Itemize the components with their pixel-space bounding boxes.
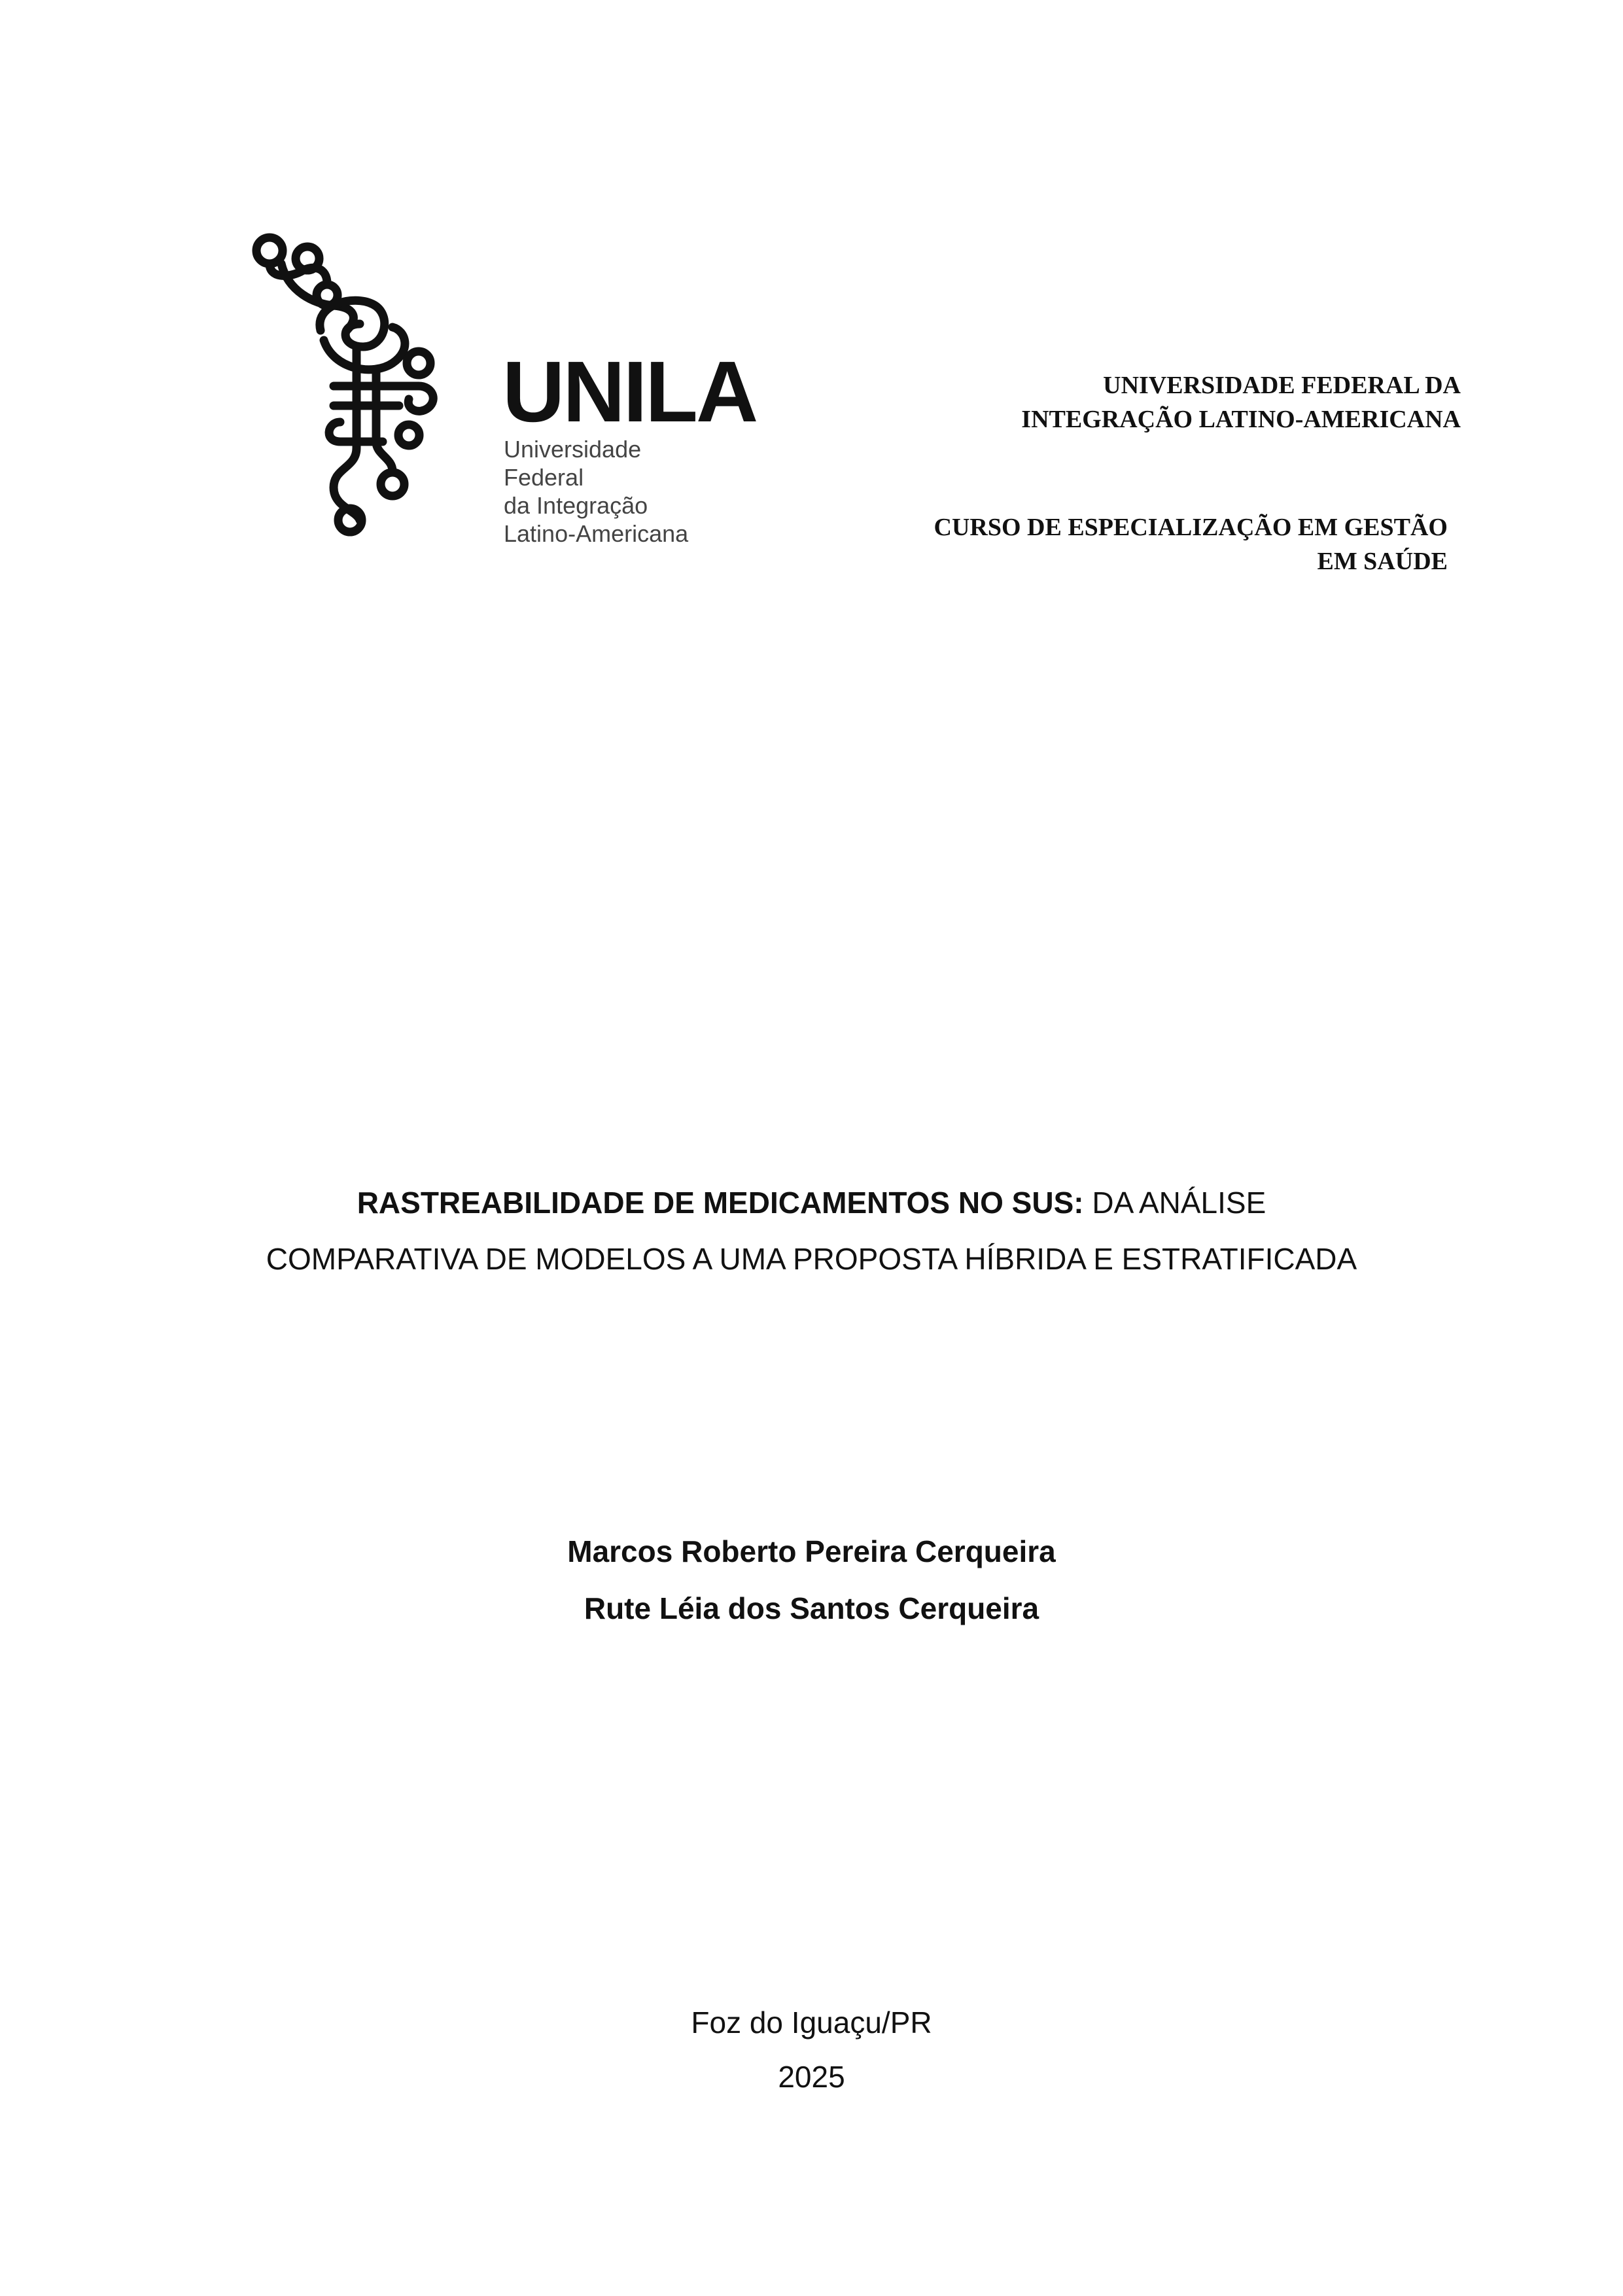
course-name-line: EM SAÚDE [1317, 548, 1448, 575]
logo-wordmark: UNILA [502, 344, 757, 440]
year: 2025 [778, 2060, 845, 2094]
title-rest-part: DA ANÁLISE [1083, 1186, 1266, 1220]
course-name-line: CURSO DE ESPECIALIZAÇÃO EM GESTÃO [934, 514, 1448, 541]
university-name-line: UNIVERSIDADE FEDERAL DA [1103, 372, 1461, 399]
logo-subtitle-line: Universidade Federal [504, 436, 642, 491]
university-name-line: INTEGRAÇÃO LATINO-AMERICANA [1021, 406, 1461, 433]
title-bold-part: RASTREABILIDADE DE MEDICAMENTOS NO SUS: [357, 1186, 1084, 1220]
document-title [0, 1174, 1623, 1287]
course-name [934, 510, 1448, 578]
author-name: Rute Léia dos Santos Cerqueira [584, 1591, 1039, 1625]
unila-emblem-icon [242, 232, 504, 540]
title-line-1 [0, 1174, 1623, 1231]
title-line-2: COMPARATIVA DE MODELOS A UMA PROPOSTA HÍBRIDA E ESTRATIFICADA [266, 1242, 1357, 1276]
university-name [1021, 368, 1461, 436]
unila-logo [242, 232, 757, 547]
place-and-date [0, 1996, 1623, 2104]
logo-subtitle [504, 435, 726, 548]
city: Foz do Iguaçu/PR [691, 2005, 932, 2040]
author-name: Marcos Roberto Pereira Cerqueira [567, 1534, 1056, 1568]
authors [0, 1523, 1623, 1637]
logo-subtitle-line: da Integração [504, 492, 648, 519]
logo-subtitle-line: Latino-Americana [504, 520, 689, 547]
